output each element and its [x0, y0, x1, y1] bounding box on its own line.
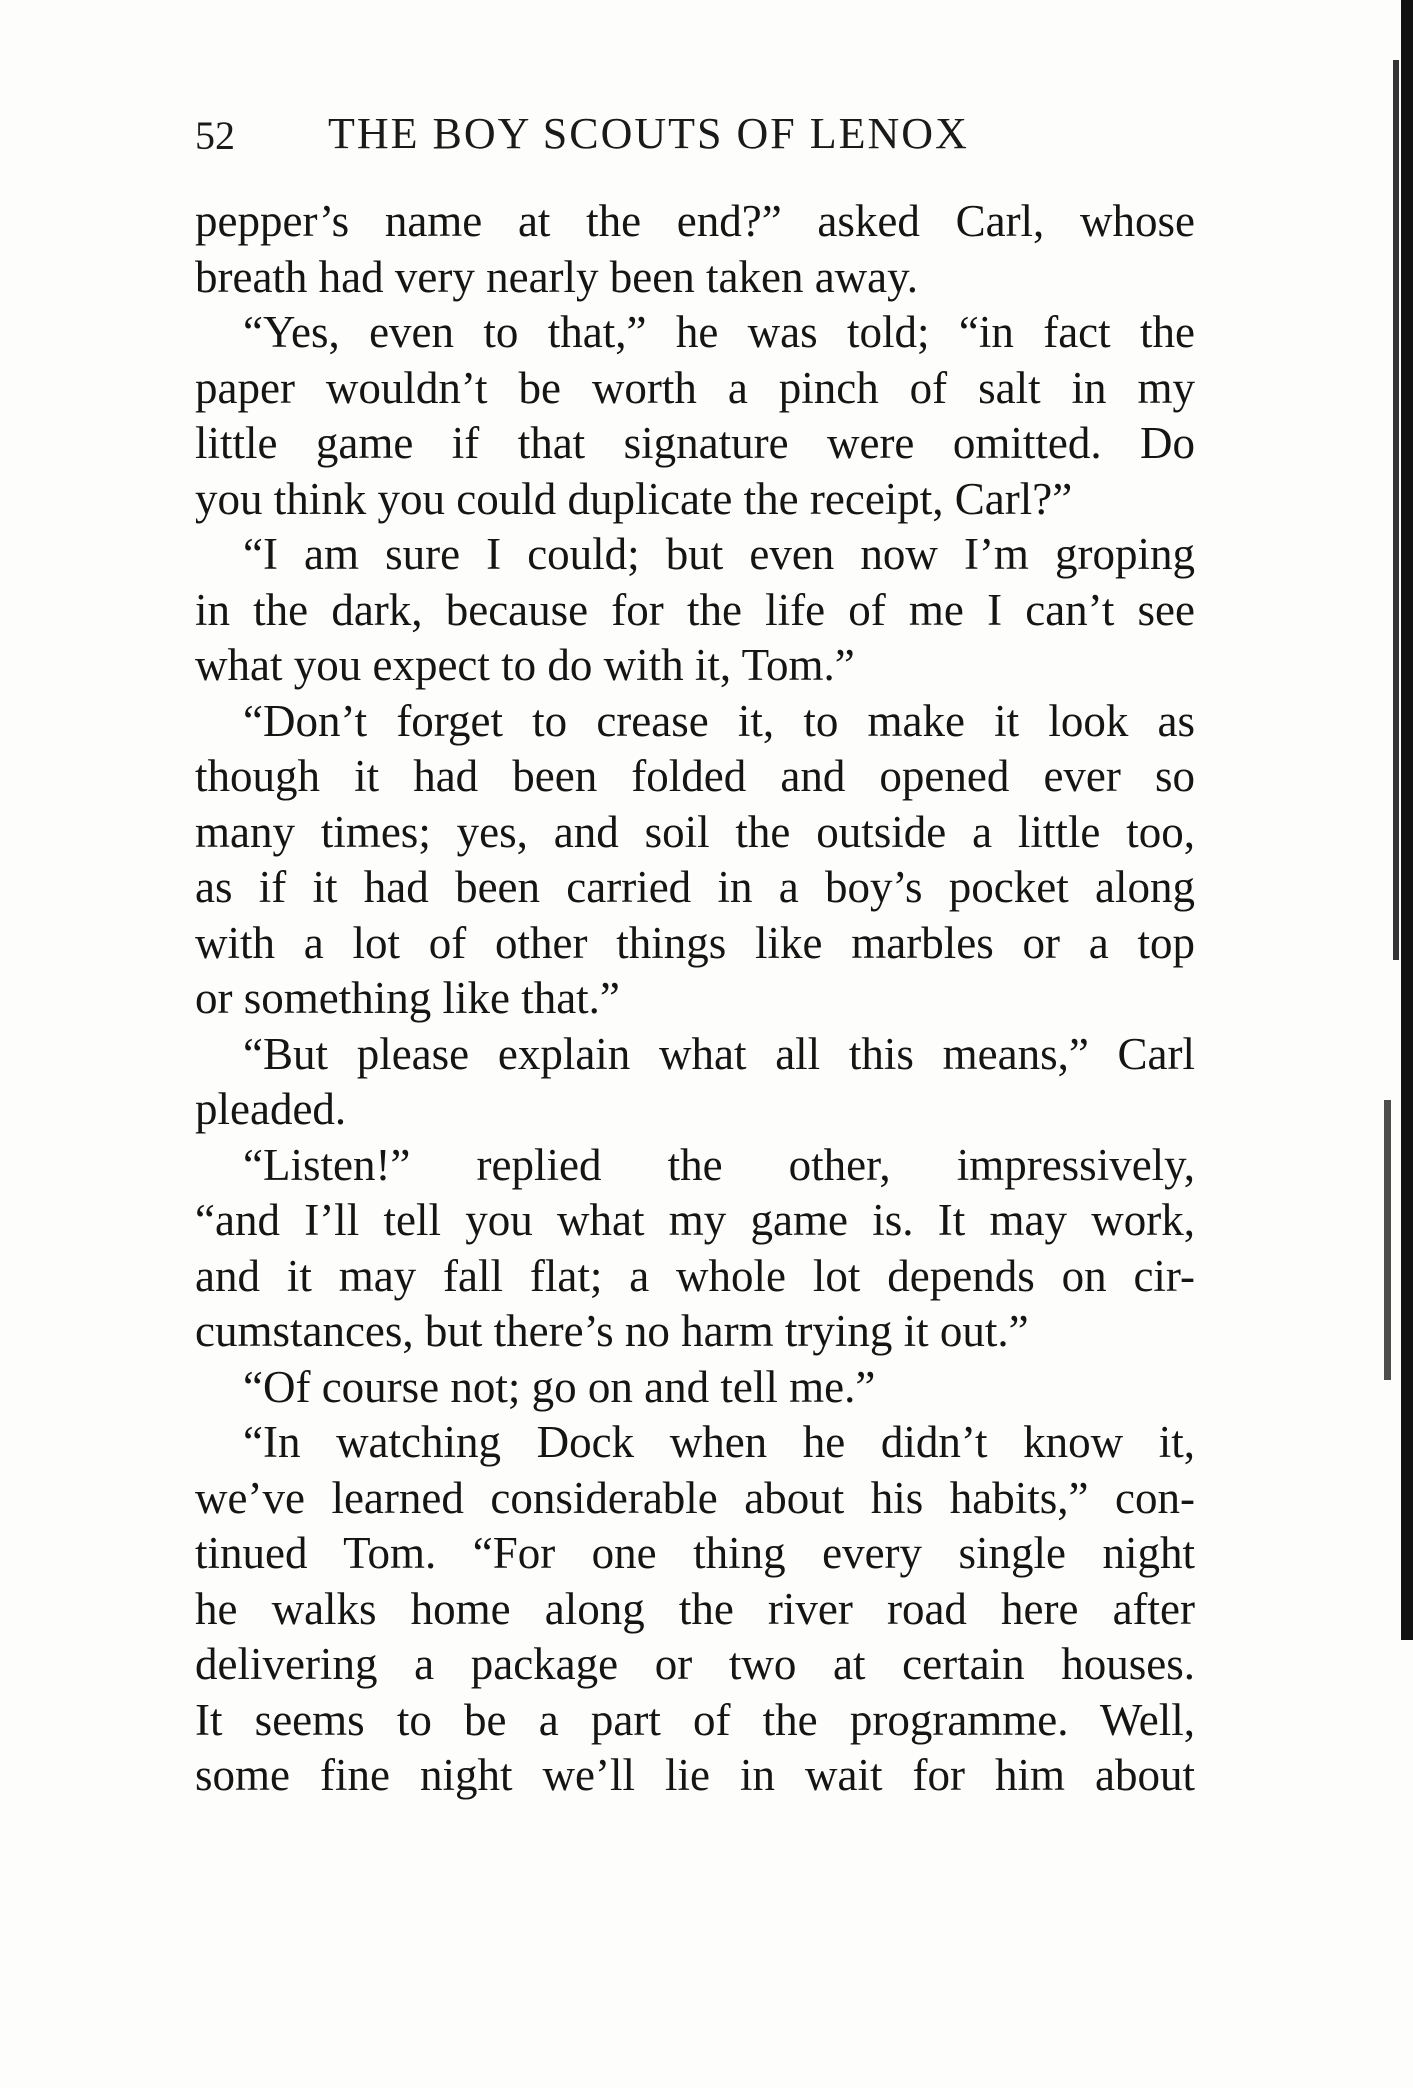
text-line: and it may fall flat; a whole lot depends on cir-: [195, 1250, 1195, 1301]
text-line: tinued Tom. “For one thing every single night: [195, 1528, 1195, 1578]
body-text: [195, 194, 1195, 1804]
text-line: in the dark, because for the life of me I can’t see: [195, 584, 1195, 635]
text-line: pepper’s name at the end?” asked Carl, whose: [195, 196, 1195, 246]
text-line: or something like that.”: [195, 973, 620, 1023]
scan-edge-shadow: [1384, 1100, 1391, 1380]
scan-edge-shadow: [1393, 60, 1399, 960]
text-line: “and I’ll tell you what my game is. It may work,: [195, 1195, 1195, 1245]
text-line: It seems to be a part of the programme. Well,: [195, 1694, 1195, 1745]
text-line: you think you could duplicate the receipt, Carl?”: [195, 473, 1073, 524]
text-line: “I am sure I could; but even now I’m groping: [243, 529, 1195, 579]
text-line: breath had very nearly been taken away.: [195, 251, 918, 302]
text-line: “Don’t forget to crease it, to make it look as: [243, 695, 1195, 746]
text-line: “Yes, even to that,” he was told; “in fact the: [243, 307, 1195, 357]
text-line: pleaded.: [195, 1084, 347, 1134]
text-line: “In watching Dock when he didn’t know it,: [243, 1417, 1195, 1467]
text-line: as if it had been carried in a boy’s pocket along: [195, 862, 1195, 912]
text-line: we’ve learned considerable about his habits,” con-: [195, 1472, 1195, 1523]
text-line: “But please explain what all this means,” Carl: [243, 1028, 1195, 1079]
page-number: 52: [195, 113, 235, 158]
text-line: “Of course not; go on and tell me.”: [243, 1361, 876, 1412]
scan-edge-shadow: [1401, 0, 1413, 1640]
text-line: some fine night we’ll lie in wait for him about: [195, 1750, 1195, 1800]
text-line: little game if that signature were omitted. Do: [195, 418, 1195, 468]
text-line: he walks home along the river road here after: [195, 1583, 1195, 1634]
page-header: [195, 108, 1195, 168]
text-line: though it had been folded and opened ever so: [195, 751, 1195, 801]
text-line: delivering a package or two at certain houses.: [195, 1639, 1195, 1689]
text-line: paper wouldn’t be worth a pinch of salt in my: [195, 362, 1195, 413]
text-line: with a lot of other things like marbles or a top: [195, 917, 1195, 968]
text-line: “Listen!” replied the other, impressively,: [243, 1139, 1195, 1190]
text-line: many times; yes, and soil the outside a little too,: [195, 806, 1195, 857]
running-head: THE BOY SCOUTS OF LENOX: [328, 109, 969, 158]
text-line: what you expect to do with it, Tom.”: [195, 640, 855, 690]
text-line: cumstances, but there’s no harm trying it out.”: [195, 1306, 1029, 1356]
